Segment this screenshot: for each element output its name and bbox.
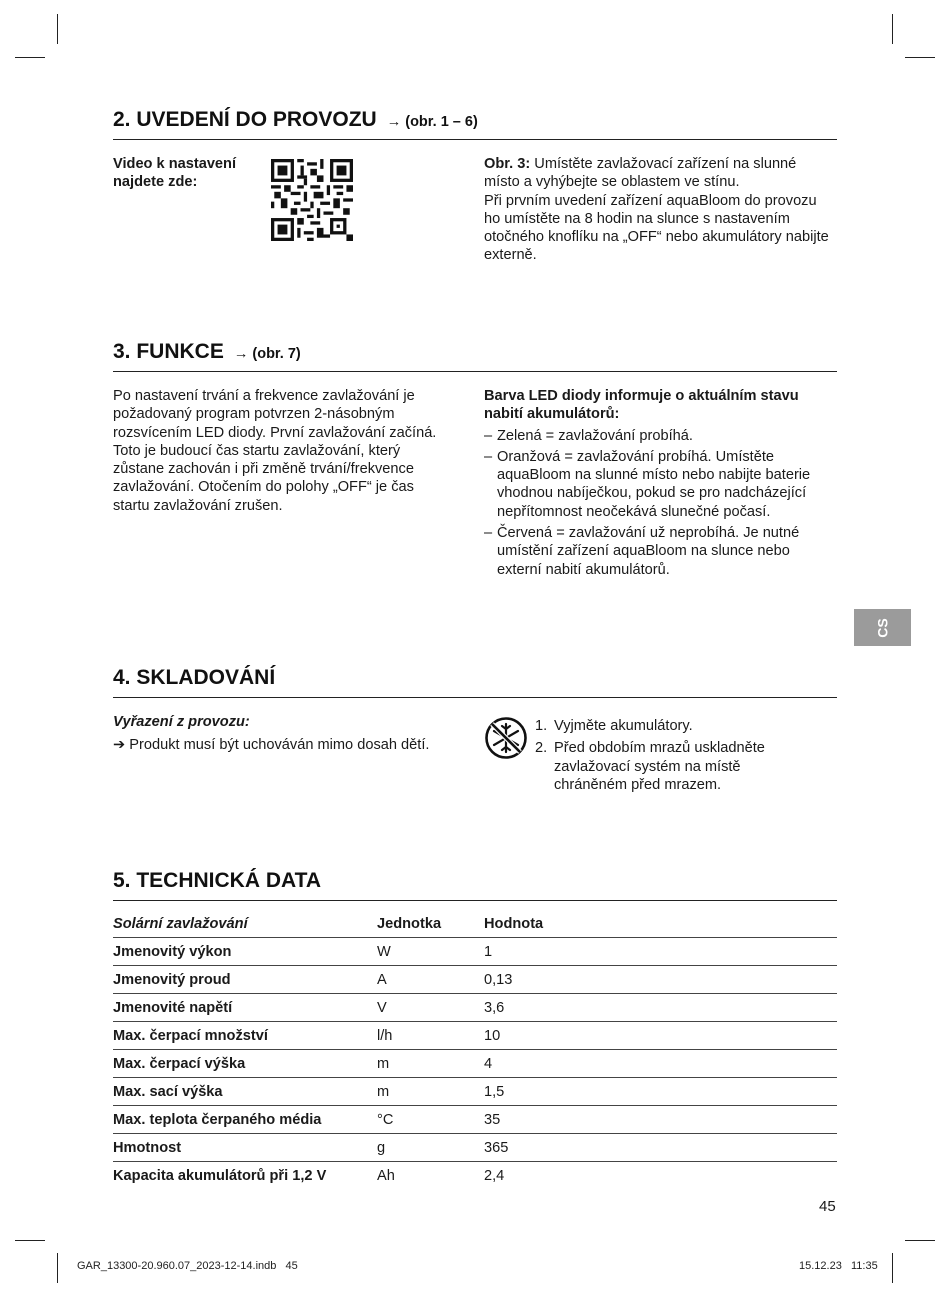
footer-date: 15.12.23 11:35 <box>799 1260 878 1272</box>
table-header: Hodnota <box>484 910 837 938</box>
table-row: Hmotnost g 365 <box>113 1134 837 1162</box>
arrow-right-icon: → <box>386 114 402 130</box>
led-heading: Barva LED diody informuje o aktuálním stavu nabití akumulátorů: <box>484 388 799 423</box>
decommission-heading: Vyřazení z provozu: <box>113 714 250 730</box>
language-tab: CS <box>854 609 911 646</box>
section4-left: Vyřazení z provozu: ➔ Produkt musí být uchováván mimo dosah dětí. <box>113 713 473 755</box>
list-item: 1. Vyjměte akumulátory. <box>535 718 693 734</box>
video-label: Video k nastavení najdete zde: <box>113 156 237 191</box>
table-row: Kapacita akumulátorů při 1,2 V Ah 2,4 <box>113 1167 505 1184</box>
table-row: Jmenovité napětí V 3,6 <box>113 994 837 1022</box>
list-item: – Červená = zavlažování už neprobíhá. Je nutné umístění zařízení aquaBloom na slunce nebo externí nabití akumulátorů. <box>484 524 834 579</box>
list-item: – Zelená = zavlažování probíhá. <box>484 427 834 445</box>
table-row: Max. čerpací výška m 4 <box>113 1050 837 1078</box>
tech-data-table <box>113 910 837 1189</box>
crop-mark <box>57 1253 58 1283</box>
table-header-row <box>113 910 837 938</box>
section2-title: 2. UVEDENÍ DO PROVOZU → (obr. 1 – 6) <box>113 108 478 131</box>
table-header: Jednotka <box>377 910 484 938</box>
section3-right <box>484 387 834 580</box>
arrow-right-icon: ➔ <box>113 737 126 754</box>
table-row: Max. čerpací množství l/h 10 <box>113 1022 837 1050</box>
section3-left-text: Po nastavení trvání a frekvence zavlažování je požadovaný program potvrzen 2-násobným rozsvícením LED diody. První zavlažování začíná. Toto je budoucí čas startu zavlažování, který zůstane zachován i při změně trvání/frekvence zavlažování. Otočením do polohy „OFF“ je čas startu zavlažování zrušen. <box>113 388 437 514</box>
section-divider <box>113 139 837 140</box>
crop-mark <box>892 14 893 44</box>
table-row: Max. teplota čerpaného média °C 35 <box>113 1106 837 1134</box>
section4-title: 4. SKLADOVÁNÍ <box>113 666 276 689</box>
section4-right <box>535 717 805 798</box>
qr-code-icon[interactable] <box>271 159 353 241</box>
page-number: 45 <box>819 1198 836 1215</box>
crop-mark <box>15 1240 45 1241</box>
footer-file: GAR_13300-20.960.07_2023-12-14.indb 45 <box>77 1260 298 1272</box>
section-divider <box>113 697 837 698</box>
crop-mark <box>905 1240 935 1241</box>
table-row: Jmenovitý výkon W 1 <box>113 938 837 966</box>
list-item: – Oranžová = zavlažování probíhá. Umístěte aquaBloom na slunné místo nebo nabijte baterie vhodnou nabíječkou, pokud se pro nadcházející nepřítomnost neočekává slunečné počasí. <box>484 448 834 521</box>
table-row: Max. sací výška m 1,5 <box>113 1078 837 1106</box>
section-divider <box>113 371 837 372</box>
crop-mark <box>57 14 58 44</box>
section-divider <box>113 900 837 901</box>
table-header: Solární zavlažování <box>113 910 377 938</box>
crop-mark <box>15 57 45 58</box>
section2-right-text: Obr. 3: Umístěte zavlažovací zařízení na slunné místo a vyhýbejte se oblastem ve stínu. Při prvním uvedení zařízení aquaBloom do provozu ho umístěte na 8 hodin na slunce s nastavením otočného knoflíku na „OFF“ nebo akumulátory nabijte externě. <box>484 156 829 264</box>
crop-mark <box>905 57 935 58</box>
section5-title: 5. TECHNICKÁ DATA <box>113 869 322 892</box>
led-list <box>484 427 834 579</box>
arrow-right-icon: → <box>233 346 249 362</box>
section3-title: 3. FUNKCE → (obr. 7) <box>113 340 301 363</box>
storage-steps <box>535 717 805 794</box>
table-row: Jmenovitý proud A 0,13 <box>113 966 837 994</box>
crop-mark <box>892 1253 893 1283</box>
no-frost-icon <box>484 716 528 760</box>
list-item: 2. Před obdobím mrazů uskladněte zavlažovací systém na místě chráněném před mrazem. <box>535 740 765 793</box>
